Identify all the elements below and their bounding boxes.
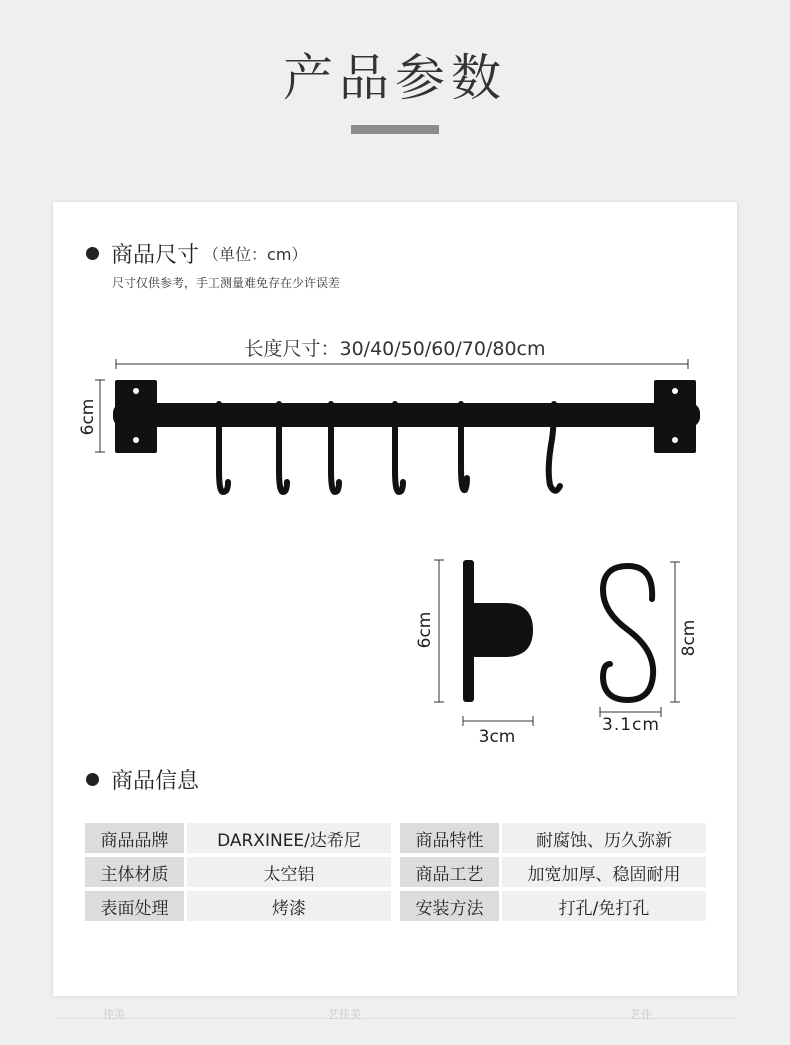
bullet-icon <box>86 773 99 786</box>
bracket-detail <box>463 560 533 702</box>
table-row <box>400 891 706 921</box>
watermark: 艺佳美 <box>328 1008 361 1021</box>
bracket-height-label: 6cm <box>415 611 435 649</box>
table-row <box>85 857 391 887</box>
spec-value: 打孔/免打孔 <box>502 891 706 921</box>
rail-bar <box>113 403 700 427</box>
table-row <box>400 823 706 853</box>
table-row <box>400 857 706 887</box>
bracket-width-label: 3cm <box>478 727 516 747</box>
length-dimension-line <box>116 359 688 369</box>
hook-width-label: 3.1cm <box>602 715 660 735</box>
spec-key: 安装方法 <box>400 891 499 921</box>
spec-key: 商品工艺 <box>400 857 499 887</box>
page-title: 产品参数 <box>283 49 507 107</box>
spec-value: 烤漆 <box>187 891 391 921</box>
bracket-width-dimension <box>463 716 533 726</box>
watermark: 艺佳 <box>630 1008 652 1021</box>
rail-height-label: 6cm <box>78 398 98 436</box>
spec-key: 商品品牌 <box>85 823 184 853</box>
spec-value: 加宽加厚、稳固耐用 <box>502 857 706 887</box>
size-heading-text: 商品尺寸 <box>111 243 200 268</box>
spec-key: 表面处理 <box>85 891 184 921</box>
spec-key: 主体材质 <box>85 857 184 887</box>
watermark: 佳美 <box>103 1008 125 1021</box>
spec-value: 耐腐蚀、历久弥新 <box>502 823 706 853</box>
length-label: 长度尺寸：30/40/50/60/70/80cm <box>244 338 546 360</box>
table-row <box>85 823 391 853</box>
table-row <box>85 891 391 921</box>
bracket-height-dimension <box>434 560 444 702</box>
unit-note: （单位：cm） <box>203 245 308 264</box>
spec-table-right <box>400 819 706 925</box>
spec-table-left <box>85 819 391 925</box>
info-heading-text: 商品信息 <box>111 769 200 794</box>
s-hook-detail <box>603 566 653 700</box>
info-section-heading <box>86 764 199 795</box>
hook-height-label: 8cm <box>679 619 699 657</box>
spec-key: 商品特性 <box>400 823 499 853</box>
measurement-note: 尺寸仅供参考，手工测量难免存在少许误差 <box>112 276 341 290</box>
spec-value: 太空铝 <box>187 857 391 887</box>
spec-value: DARXINEE/达希尼 <box>187 823 391 853</box>
